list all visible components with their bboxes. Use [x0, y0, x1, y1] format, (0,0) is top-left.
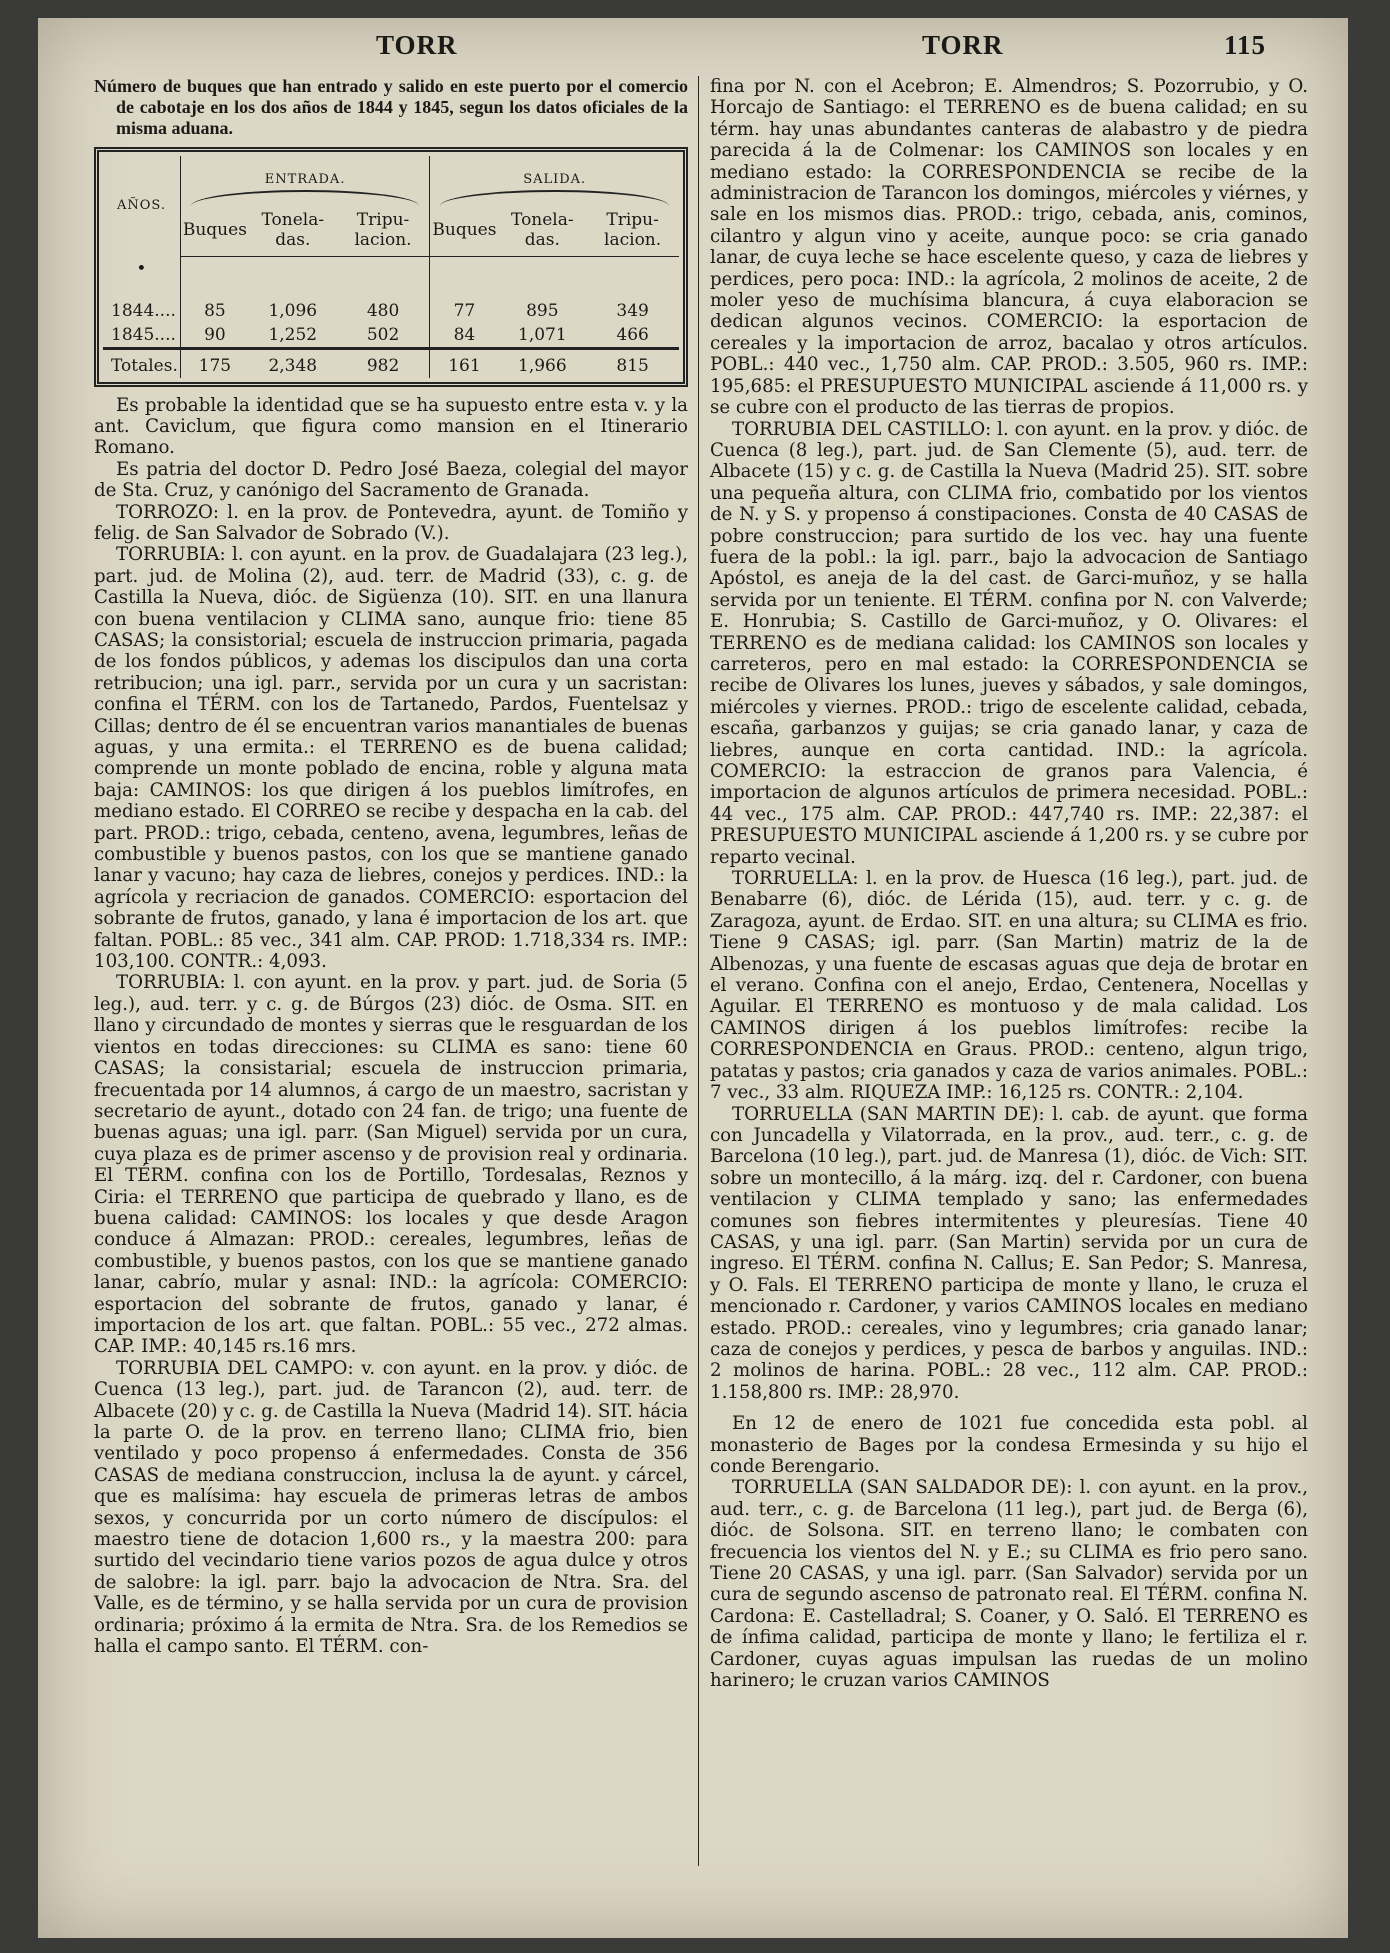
cell: 90 — [180, 323, 249, 349]
cell: 982 — [337, 348, 430, 378]
col-header: Tonela-das. — [498, 208, 586, 257]
salida-label: SALIDA. — [523, 172, 587, 187]
salida-header — [430, 156, 679, 208]
document-page — [38, 18, 1348, 1938]
entry-continuation: fina por N. con el Acebron; E. Almendros; S. Pozorrubio, y O. Horcajo de Santiago: el TERRENO es de buena calidad; en su térm. hay unas abundantes canteras de alabastro y de piedra parecida á la de Colmenar: los CAMINOS son locales y en mediano estado: la CORRESPONDENCIA se recibe de la administracion de Tarancon los domingos, miércoles y viérnes, y sale en los mismos dias. PROD.: trigo, cebada, anis, cominos, cilantro y algun vino y aceite, aunque poco: se cria ganado lanar, de cuya leche se hace escelente queso, y caza de liebres y perdices, pero poca: IND.: la agrícola, 2 molinos de aceite, 2 de moler yeso de muchísima blancura, á cuya elaboracion se dedican algunos vecinos. COMERCIO: la esportacion de cereales y la importacion de arroz, bacalao y otros artículos. POBL.: 440 vec., 1,750 alm. CAP. PROD.: 3.505, 960 rs. IMP.: 195,685: el PRESUPUESTO MUNICIPAL asciende á 11,000 rs. y se cubre con el producto de las tierras de propios. — [710, 76, 1308, 419]
left-column — [94, 76, 688, 1657]
entrada-header — [180, 156, 430, 208]
table-row — [103, 279, 679, 323]
totals-row — [103, 348, 679, 378]
col-header: Tripu-lacion. — [586, 208, 679, 257]
entry-torruella-san-martin: TORRUELLA (SAN MARTIN DE): l. cab. de ayunt. que forma con Juncadella y Vilatorrada, en la prov., aud. terr., c. g. de Barcelona (10 leg.), part. jud. de Manresa (1), dióc. de Vich: SIT. sobre un montecillo, á la márg. izq. del r. Cardoner, con buena ventilacion y CLIMA templado y sano; las enfermedades comunes son fiebres intermitentes y pleuresías. Tiene 40 CASAS, y una igl. parr. (San Martin) servida por un cura de ingreso. El TÉRM. confina N. Callus; E. San Pedor; S. Manresa, y O. Fals. El TERRENO participa de monte y llano, le cruza el mencionado r. Cardoner, y varios CAMINOS locales en mediano estado. PROD.: cereales, vino y legumbres; cria ganado lanar; caza de conejos y perdices, y pesca de barbos y anguilas. IND.: 2 molinos de harina. POBL.: 28 vec., 112 alm. CAP. PROD.: 1.158,800 rs. IMP.: 28,970. — [710, 1103, 1308, 1403]
row-year: 1844.... — [111, 300, 176, 321]
table-row — [103, 323, 679, 349]
entry-torrubia-del-castillo: TORRUBIA DEL CASTILLO: l. con ayunt. en la prov. y dióc. de Cuenca (8 leg.), part. jud. de San Clemente (5), aud. terr. de Albacete (15) y c. g. de Castilla la Nueva (Madrid 25). SIT. sobre una pequeña altura, con CLIMA frio, combatido por los vientos de N. y S. y propenso á constipaciones. Consta de 40 CASAS de pobre construccion; para surtido de los vec. hay una fuente fuera de la pobl.: la igl. parr., bajo la advocacion de Santiago Apóstol, es aneja de la del cast. de Garci-muñoz, y se halla servida por un teniente. El TÉRM. confina por N. con Valverde; E. Honrubia; S. Castillo de Garci-muñoz, y O. Olivares: el TERRENO es de mediana calidad: los CAMINOS son locales y carreteros, pero en mal estado: la CORRESPONDENCIA se recibe de Olivares los lunes, jueves y sábados, y sale domingos, miércoles y viernes. PROD.: trigo de escelente calidad, cebada, escaña, garbanzos y guijas; se cria ganado lanar, y caza de liebres, aunque en corta cantidad. IND.: la agrícola. COMERCIO: la estraccion de granos para Valencia, é importacion de algunos artículos de primera necesidad. POBL.: 44 vec., 175 alm. CAP. PROD.: 447,740 rs. IMP.: 22,387: el PRESUPUESTO MUNICIPAL asciende á 1,200 rs. y se cubre por reparto vecinal. — [710, 418, 1308, 868]
ships-table-frame — [94, 147, 688, 387]
right-column — [710, 76, 1308, 1691]
cell: 815 — [586, 348, 679, 378]
ships-table — [103, 156, 679, 378]
header-dot: • — [136, 258, 147, 279]
running-header-right: TORR — [922, 30, 1004, 60]
cell: 77 — [430, 279, 499, 323]
cell: 161 — [430, 348, 499, 378]
entry-torruella-san-saldador: TORRUELLA (SAN SALDADOR DE): l. con ayunt. en la prov., aud. terr., c. g. de Barcelona (11 leg.), part jud. de Berga (6), dióc. de Solsona. SIT. en terreno llano; le combaten con frecuencia los vientos del N. y E.; su CLIMA es frio pero sano. Tiene 20 CASAS, y una igl. parr. (San Salvador) servida por un cura de segundo ascenso de patronato real. El TÉRM. confina N. Cardona: E. Castelladral; S. Coaner, y O. Saló. El TERRENO es de ínfima calidad, participa de monte y llano; le fertiliza el r. Cardoner, cuyas aguas impulsan las ruedas de un molino harinero; le cruzan varios CAMINOS — [710, 1477, 1308, 1692]
row-year: 1845.... — [111, 324, 176, 345]
entry-paragraph: Es patria del doctor D. Pedro José Baeza, colegial del mayor de Sta. Cruz, y canónigo del Sacramento de Granada. — [94, 458, 688, 502]
col-header: Tripu-lacion. — [337, 208, 430, 257]
entry-torrubia-soria: TORRUBIA: l. con ayunt. en la prov. y part. jud. de Soria (5 leg.), aud. terr. y c. g. de Búrgos (23) dióc. de Osma. SIT. en llano y circundado de montes y sierras que le resguardan de los vientos en todas direcciones: su CLIMA es sano: tiene 60 CASAS; la consistarial; escuela de instruccion primaria, frecuentada por 14 alumnos, á cargo de un maestro, sacristan y secretario de ayunt., dotado con 24 fan. de trigo; una fuente de buenas aguas; una igl. parr. (San Miguel) servida por un cura, cuya plaza es de primer ascenso y de provision real y ordinaria. El TÉRM. confina con los de Portillo, Tordesalas, Reznos y Ciria: el TERRENO que participa de quebrado y llano, es de buena calidad: CAMINOS: los locales y que desde Aragon conduce á Almazan: PROD.: cereales, legumbres, leñas de combustible, y buenos pastos, con los que se mantiene ganado lanar, cabrío, mular y asnal: IND.: la agrícola: COMERCIO: esportacion del sobrante de frutos, ganado y lanar, é importacion de los art. que faltan. POBL.: 55 vec., 272 almas. CAP. IMP.: 40,145 rs.16 mrs. — [94, 972, 688, 1358]
cell: 1,071 — [518, 324, 567, 345]
cell: 480 — [366, 300, 400, 321]
cell: 502 — [366, 324, 400, 345]
col-header: Buques — [180, 208, 249, 257]
table-caption: Número de buques que han entrado y salido en este puerto por el comercio de cabotaje en los dos años de 1844 y 1845, segun los datos oficiales de la misma aduana. — [94, 76, 688, 138]
cell: 84 — [430, 323, 499, 349]
col-header: Buques — [430, 208, 499, 257]
running-header-left: TORR — [376, 30, 458, 60]
entry-torruella-huesca: TORRUELLA: l. en la prov. de Huesca (16 leg.), part. jud. de Benabarre (6), dióc. de Lérida (15), aud. terr. y c. g. de Zaragoza, ayunt. de Erdao. SIT. en una altura; su CLIMA es frio. Tiene 9 CASAS; igl. parr. (San Martin) matriz de la de Albenozas, y una fuente de escasas aguas que deja de brotar en el verano. Confina con el anejo, Erdao, Centenera, Nocellas y Aguilar. El TERRENO es montuoso y de mala calidad. Los CAMINOS dirigen á los pueblos limítrofes: recibe la CORRESPONDENCIA en Graus. PROD.: centeno, algun trigo, patatas y pastos; cria ganados y caza de varios animales. POBL.: 7 vec., 33 alm. RIQUEZA IMP.: 16,125 rs. CONTR.: 2,104. — [710, 868, 1308, 1104]
cell: 1,252 — [268, 324, 318, 345]
entrada-label: ENTRADA. — [264, 172, 346, 187]
entrada-brace — [191, 190, 420, 206]
cell: 2,348 — [249, 348, 337, 378]
cell: 349 — [616, 300, 649, 321]
col-header: Tonela-das. — [249, 208, 337, 257]
years-header: AÑOS. — [117, 198, 166, 214]
salida-brace — [440, 190, 669, 206]
page-number: 115 — [1224, 30, 1267, 60]
cell: 175 — [180, 348, 249, 378]
entry-torrozo: TORROZO: l. en la prov. de Pontevedra, ayunt. de Tomiño y felig. de San Salvador de Sobrado (V.). — [94, 501, 688, 544]
entry-paragraph: Es probable la identidad que se ha supuesto entre esta v. y la ant. Caviclum, que figura como mansion en el Itinerario Romano. — [94, 394, 688, 459]
column-divider — [698, 76, 699, 1866]
cell: 85 — [180, 279, 249, 323]
entry-torrubia-guadalajara: TORRUBIA: l. con ayunt. en la prov. de Guadalajara (23 leg.), part. jud. de Molina (2), aud. terr. de Madrid (33), c. g. de Castilla la Nueva, dióc. de Sigüenza (10). SIT. en una llanura con buena ventilacion y CLIMA sano, aunque frio: tiene 85 CASAS; la consistorial; escuela de instruccion primaria, pagada de los fondos públicos, y ademas los discipulos dan una corta retribucion; una igl. parr., servida por un cura y un sacristan: confina el TÉRM. con los de Tartanedo, Pardos, Fuentelsaz y Cillas; dentro de él se encuentran varios manantiales de buenas aguas, y una ermita.: el TERRENO es de buena calidad; comprende un monte poblado de encina, roble y alguna mata baja: CAMINOS: los que dirigen á los pueblos limítrofes, en mediano estado. El CORREO se recibe y despacha en la cab. del part. PROD.: trigo, cebada, centeno, avena, legumbres, leñas de combustible y buenos pastos, con los que se mantiene ganado lanar y vacuno; hay caza de liebres, conejos y perdices. IND.: la agrícola y recriacion de ganados. COMERCIO: esportacion del sobrante de frutos, ganado, y lana é importacion de los art. que faltan. POBL.: 85 vec., 341 alm. CAP. PROD: 1.718,334 rs. IMP.: 103,100. CONTR.: 4,093. — [94, 544, 688, 973]
totals-label: Totales. — [103, 348, 180, 378]
cell: 1,096 — [268, 300, 318, 321]
cell: 466 — [616, 324, 649, 345]
entry-torrubia-del-campo: TORRUBIA DEL CAMPO: v. con ayunt. en la prov. y dióc. de Cuenca (13 leg.), part. jud. de Tarancon (2), aud. terr. de Albacete (20) y c. g. de Castilla la Nueva (Madrid 14). SIT. hácia la parte O. de la prov. en terreno llano; CLIMA frio, bien ventilado y poco propenso á enfermedades. Consta de 356 CASAS de mediana construccion, inclusa la de ayunt. y cárcel, que es malísima: hay escuela de primeras letras de ambos sexos, y concurrida por un corto número de discípulos: el maestro tiene de dotacion 1,600 rs., y la maestra 200: para surtido del vecindario tiene varios pozos de agua dulce y otros de salobre: la igl. parr. bajo la advocacion de Ntra. Sra. del Valle, es de término, y se halla servida por un cura de provision ordinaria; próximo á la ermita de Ntra. Sra. de los Remedios se halla el campo santo. El TÉRM. con- — [94, 1357, 688, 1658]
cell: 895 — [526, 300, 559, 321]
entry-note: En 12 de enero de 1021 fue concedida esta pobl. al monasterio de Bages por la condesa Ermesinda y su hijo el conde Berengario. — [710, 1413, 1308, 1477]
cell: 1,966 — [498, 348, 586, 378]
